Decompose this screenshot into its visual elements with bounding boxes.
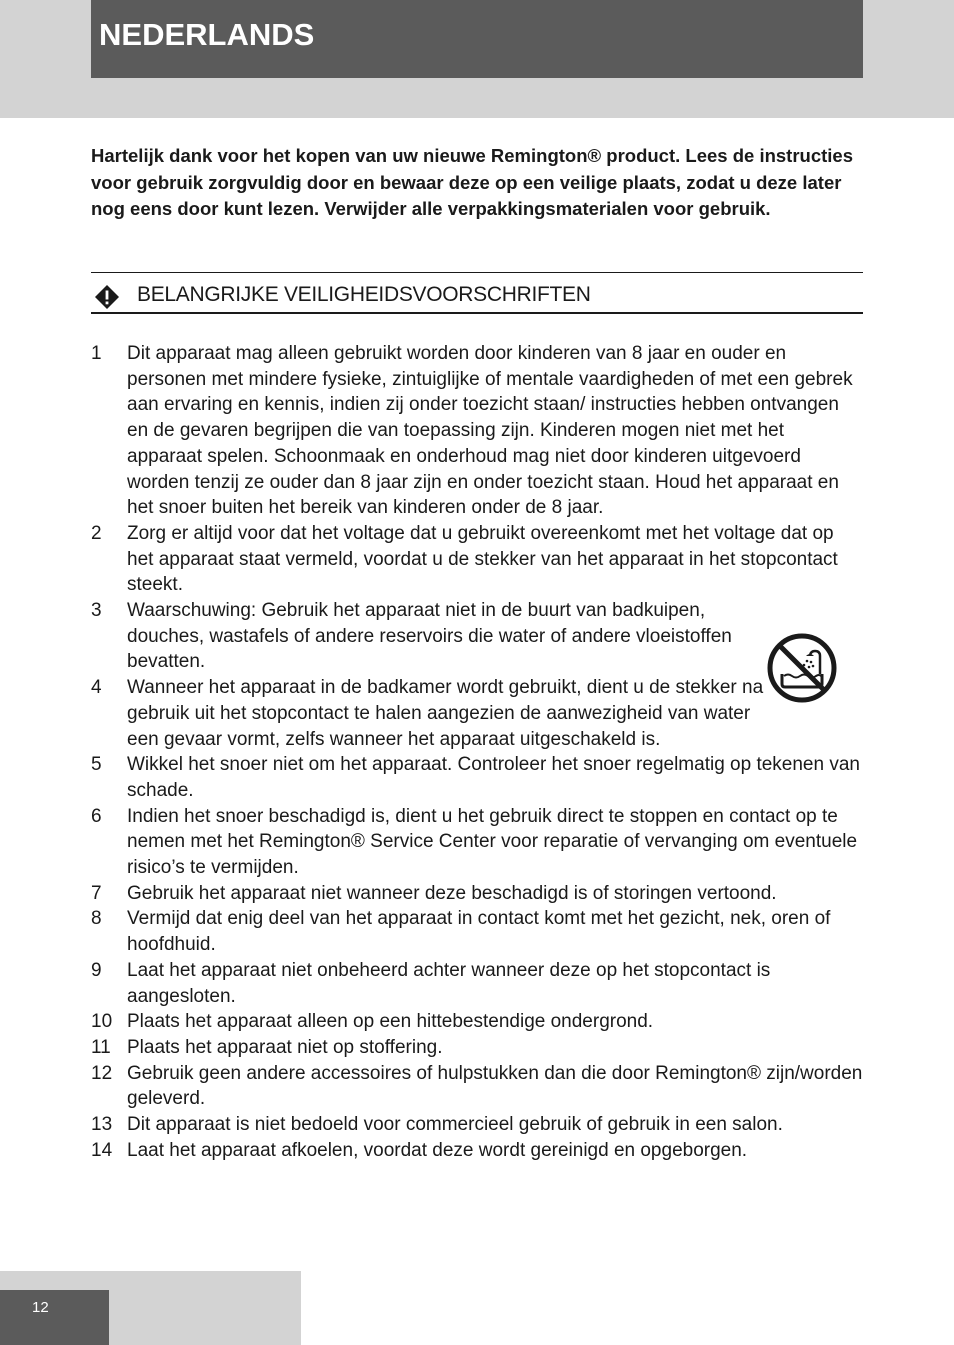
item-number: 9 [91,959,102,981]
item-text: Indien het snoer beschadigd is, dient u het gebruik direct te stoppen en contact op te nemen met het Remington® Service Center voor reparatie of vervanging om eventuele risico’s te vermijden. [127,805,858,879]
list-item [91,675,863,752]
list-item [91,752,863,803]
language-header [91,0,863,78]
list-item [91,1138,863,1164]
item-text: Laat het apparaat afkoelen, voordat deze wordt gereinigd en opgeborgen. [127,1139,748,1161]
item-number: 10 [91,1011,113,1033]
section-heading [91,272,863,314]
item-text: Wikkel het snoer niet om het apparaat. Controleer het snoer regelmatig op tekenen van schade. [127,754,860,801]
item-number: 14 [91,1139,113,1161]
item-text: Wanneer het apparaat in de badkamer wordt gebruikt, dient u de stekker na gebruik uit het stopcontact te halen aangezien de aanwezigheid van water een gevaar vormt, zelfs wanneer het apparaat uitgeschakeld is. [127,677,764,750]
list-item [91,804,863,881]
safety-list [91,341,863,1164]
page-title: NEDERLANDS [99,17,315,52]
list-item [91,881,863,907]
list-item [91,341,863,521]
list-item [91,906,863,957]
list-item [91,598,863,675]
item-text: Plaats het apparaat niet op stoffering. [127,1036,443,1058]
page-number-box [0,1290,109,1345]
no-water-icon [766,632,838,704]
item-number: 3 [91,600,102,622]
list-item [91,1035,863,1061]
list-item [91,1009,863,1035]
intro-text: Hartelijk dank voor het kopen van uw nieuwe Remington® product. Lees de instructies voor gebruik zorgvuldig door en bewaar deze op een veilige plaats, zodat u deze later nog eens door kunt lezen. Verwijder alle verpakkingsmaterialen voor gebruik. [91,145,853,219]
section-title: BELANGRIJKE VEILIGHEIDSVOORSCHRIFTEN [137,283,591,306]
item-text: Gebruik geen andere accessoires of hulpstukken dan die door Remington® zijn/worden geleverd. [127,1062,863,1110]
item-number: 8 [91,908,102,930]
item-number: 12 [91,1062,113,1084]
item-text: Gebruik het apparaat niet wanneer deze beschadigd is of storingen vertoond. [127,882,777,904]
item-text: Zorg er altijd voor dat het voltage dat u gebruikt overeenkomt met het voltage dat op het apparaat staat vermeld, voordat u de stekker van het apparaat in het stopcontact steekt. [127,522,838,596]
item-text: Waarschuwing: Gebruik het apparaat niet in de buurt van badkuipen, douches, wastafels of andere reservoirs die water of andere vloeistoffen bevatten. [127,600,732,673]
list-item [91,958,863,1009]
item-number: 4 [91,677,102,699]
page-number: 12 [32,1299,49,1316]
item-number: 13 [91,1114,113,1136]
item-number: 6 [91,805,102,827]
item-number: 7 [91,882,102,904]
item-number: 2 [91,522,102,544]
list-item [91,1112,863,1138]
item-text: Dit apparaat mag alleen gebruikt worden door kinderen van 8 jaar en ouder en personen met mindere fysieke, zintuiglijke of mentale vaardigheden of met een gebrek aan ervaring en kennis, indien zij onder toezicht staan/ instructies hebben ontvangen en de gevaren begrijpen die van toepassing zijn. Kinderen mogen niet met het apparaat spelen. Schoonmaak en onderhoud mag niet door kinderen uitgevoerd worden tenzij ze ouder dan 8 jaar zijn en onder toezicht staan. Houd het apparaat en het snoer buiten het bereik van kinderen onder de 8 jaar. [127,343,853,519]
item-text: Plaats het apparaat alleen op een hittebestendige ondergrond. [127,1011,654,1033]
list-item [91,1061,863,1112]
item-text: Laat het apparaat niet onbeheerd achter wanneer deze op het stopcontact is aangesloten. [127,959,771,1007]
item-text: Dit apparaat is niet bedoeld voor commercieel gebruik of gebruik in een salon. [127,1114,783,1136]
item-number: 5 [91,754,102,776]
item-text: Vermijd dat enig deel van het apparaat in contact komt met het gezicht, nek, oren of hoofdhuid. [127,908,831,956]
item-number: 11 [91,1036,111,1058]
list-item [91,521,863,598]
item-number: 1 [91,343,102,364]
warning-icon [94,284,120,310]
